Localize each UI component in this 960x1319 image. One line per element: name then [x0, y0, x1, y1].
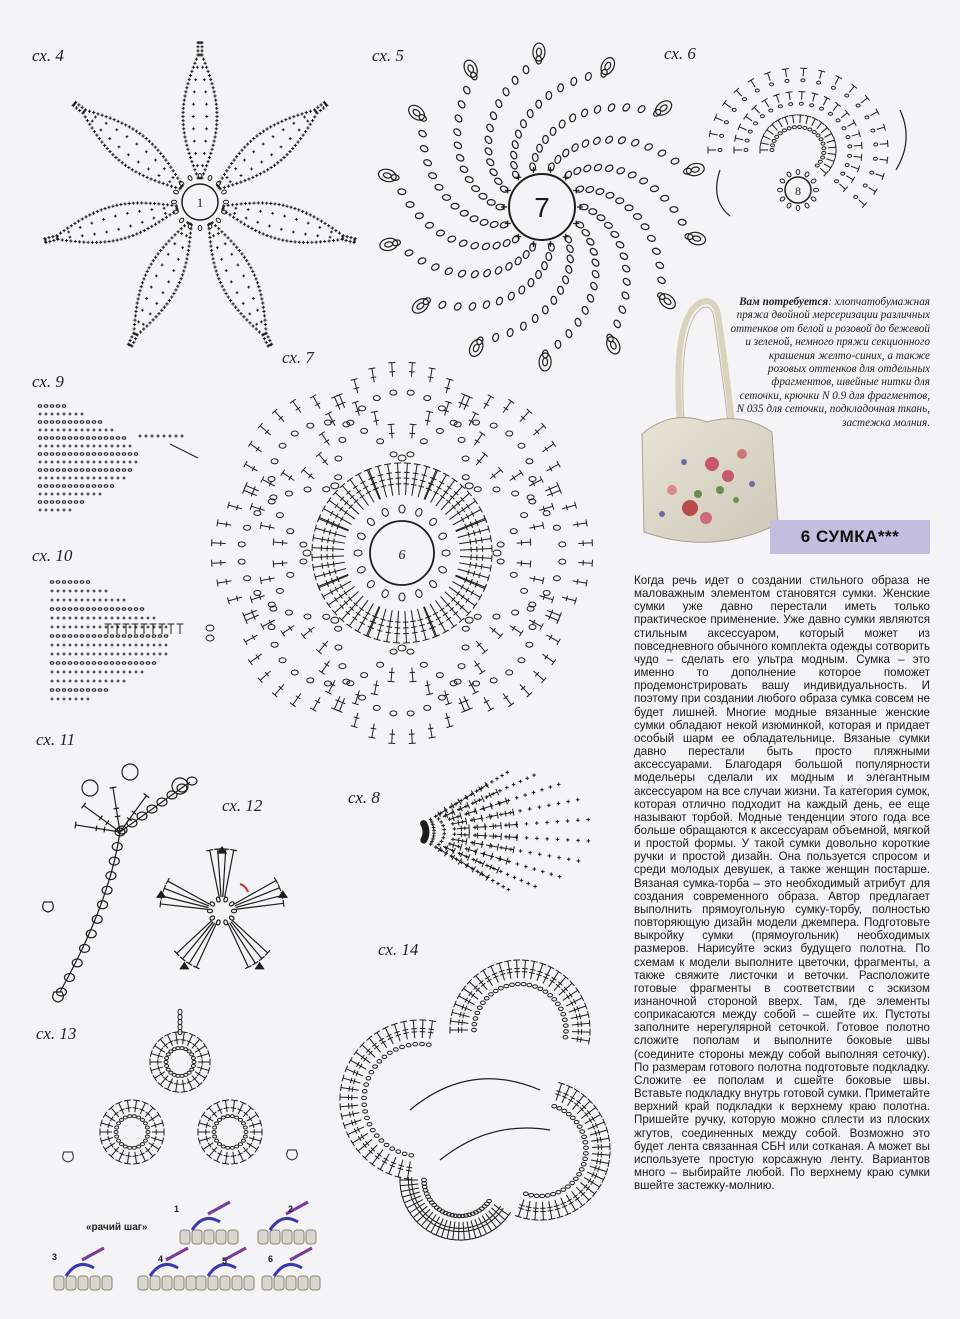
- label-sx4: сх. 4: [32, 46, 64, 65]
- label-sx11: сх. 11: [36, 730, 76, 749]
- materials-heading: Вам потребуется: [739, 296, 829, 308]
- label-sx6: сх. 6: [664, 44, 696, 63]
- section-banner: 6 СУМКА***: [770, 520, 930, 554]
- diagram-sx7-flower: [190, 350, 610, 770]
- crab-stitch-label: «рачий шаг»: [86, 1222, 148, 1233]
- step-number-4: 4: [158, 1254, 164, 1264]
- step-number-1: 1: [174, 1204, 180, 1214]
- crab-stitch-steps: [40, 1198, 340, 1303]
- step-number-2: 2: [288, 1204, 294, 1214]
- diagram-sx4-flower: [28, 40, 373, 380]
- label-sx8: сх. 8: [348, 788, 380, 807]
- sx6-center-number: 8: [795, 184, 801, 198]
- sx4-center-number: 1: [196, 195, 204, 210]
- diagram-sx6-scroll: [700, 50, 930, 230]
- diagram-sx9-leaf: [30, 396, 205, 526]
- diagram-sx12-star: [142, 836, 302, 986]
- diagram-sx14-motif: [320, 940, 630, 1260]
- materials-text: [730, 296, 930, 430]
- label-sx5: сх. 5: [372, 46, 404, 65]
- label-sx13: сх. 13: [36, 1024, 77, 1043]
- step-number-3: 3: [52, 1252, 58, 1262]
- step-number-6: 6: [268, 1254, 274, 1264]
- materials-list: : хлопчатобумажная пряжа двойной мерсеризации различных оттенков от белой и розовой до бежевой и зеленой, немного пряжи секционного крашения желто-синих, а также розовых оттенков для отдельных фрагментов, швейные нитки для сеточки, крючки N 0.9 для фрагментов, N 035 для сеточки, подкладочная ткань, застежка молния.: [730, 296, 930, 429]
- label-sx12: сх. 12: [222, 796, 263, 815]
- diagram-sx10-leaf: [38, 572, 223, 722]
- diagram-sx13-motif: [60, 1012, 300, 1192]
- step-number-5: 5: [222, 1256, 228, 1266]
- sx7-center-number: 6: [398, 548, 406, 563]
- label-sx14: сх. 14: [378, 940, 419, 959]
- label-sx10: сх. 10: [32, 546, 73, 565]
- sx5-center-number: 7: [534, 192, 550, 223]
- article-body: Когда речь идет о создании стильного образа не маловажным элементом становятся сумки. Женские сумки уже давно перестали иметь только практическое применение. Уже давно сумки являются стильным аксессуаром, который может из повседневного обычного комплекта одежды сотворить чудо – сделать его ультра модным. Сумка – это именно то дополнение которое поможет продемонстрировать вашу индивидуальность. И поэтому при создании любого образа сумка совсем не будет лишней. Многие модные вязанные женские сумки обладают некой изюминкой, которая и придает особый шарм ее обладательнице. Вязаные сумки давно перестали быть просто пляжными аксессуарами. Благодаря большой популярности модельеры сделали их модным и элегантным аксессуаром на все случаи жизни. Та категория сумок, которая отлично подходит на каждый день, ее еще называют торбой. Модные тенденции этого года все больше обращаются к аксессуарам объемной, мягкой и простой формы. У такой сумки довольно короткие ручки и простой дизайн. Она пользуется спросом и среди молодых девушек, а также женщин постарше. Вязаная сумка-торба – это необходимый атрибут для создания современного образа. Автор предлагает выполнить прямоугольную сумку-торбу, полностью повторяющую дизайн модели джемпера. Подготовьте выкройку сумки (прямоугольник) необходимых размеров. Нарисуйте эскиз будущего полотна. По схемам к модели выполните цветочки, фрагменты, а также свяжите листочки и веточки. Расположите готовые фрагменты в соответствии с эскизом изнаночной стороной вверх. Там, где элементы соприкасаются между собой – сшейте их. Пустоты заполните нерегулярной сеточкой. Готовое полотно сложите пополам и выполните боковые швы (соедините стороны между собой выполняя сеточку). По размерам готового полотна подготовьте подкладку. Сложите ее пополам и сшейте боковые швы. Вставьте подкладку внутрь готовой сумки. Приметайте верхний край подкладки к верхнему краю полотна. Пришейте ручку, которую можно сплести из плоских жгутов, соединенных между собой. Возможно это будет лента связанная СБН или сотканая. А может вы используете простую корсажную ленту. Вариантов много – выбирайте любой. По верхнему краю сумки вшейте застежку-молнию.: [634, 574, 930, 1193]
- label-sx7: сх. 7: [282, 348, 314, 367]
- diagram-sx8-fan: [398, 740, 626, 925]
- label-sx9: сх. 9: [32, 372, 64, 391]
